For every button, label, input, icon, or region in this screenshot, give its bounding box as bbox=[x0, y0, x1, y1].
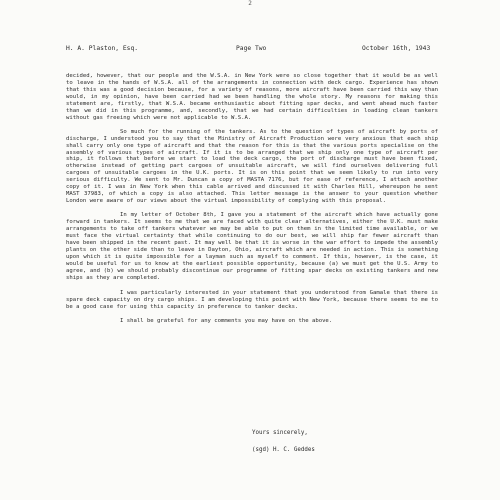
paragraph-5: I shall be grateful for any comments you may have on the above. bbox=[120, 317, 333, 324]
page-number: Page Two bbox=[236, 45, 267, 52]
paragraph-2: So much for the running of the tankers. As to the question of types of aircraft by ports of discharge, I understood you to say that the Ministry of Aircraft Production were very anxious that each ship shall carry only one type of aircraft and that the reason for this is that the various ports specialise on the assembly of various types of aircraft. If it is to be arranged that we ship only one type of aircraft per ship, it follows that before we start to load the deck cargo, the port of discharge must have been fixed, otherwise instead of getting part cargoes of unsuitable aircraft, we will find ourselves delivering full cargoes of unsuitable cargoes in the U.K. ports. It is on this point that we seem likely to run into very serious difficulty. We sent to Mr. Duncan a copy of MASTA 7176, but for ease of reference, I attach another copy of it. I was in New York when this cable arrived and discussed it with Charles Hill, whereupon he sent MAST 37983, of which a copy is also attached. This letter message is the answer to your question whether London were aware of our views about the virtual impossibility of complying with this proposal. bbox=[66, 128, 438, 205]
closing-salutation: Yours sincerely, bbox=[252, 430, 308, 436]
paragraph-3: In my letter of October 8th, I gave you a statement of the aircraft which have actually gone forward in tankers. It seems to me that we are faced with quite clear alternatives, either the U.K. must make arrangements to take off tankers whatever we may be able to put on them in the limited time available, or we must face the virtual certainty that while continuing to do our best, we will ship far fewer aircraft than have been shipped in the recent past. It may well be that it is worse in the war effort to impede the assembly plants on the other side than to leave in Dayton, Ohio, aircraft which are needed in action. This is something upon which it is quite impossible for a layman such as myself to comment. If this, however, is the case, it would be useful for us to know at the earliest possible opportunity, because (a) we must get the U.S. Army to agree, and (b) we should probably discontinue our programme of fitting spar decks on existing tankers and new ships as they are completed. bbox=[66, 212, 438, 281]
letter-body bbox=[66, 73, 438, 325]
paragraph-4: I was particularly interested in your statement that you understood from Gamale that there is spare deck capacity on dry cargo ships. I am developing this point with New York, because there seems to me to be a good case for using this capacity in preference to tanker decks. bbox=[66, 289, 438, 310]
paragraph-1: decided, however, that our people and the W.S.A. in New York were so close together that it would be as well to leave in the hands of W.S.A. all of the arrangements in connection with deck cargo. Experience has shown that this was a good decision because, for a variety of reasons, more aircraft have been carried this way than would, in my opinion, have been carried had we been handling the whole story. My reasons for making this statement are, firstly, that W.S.A. became enthusiastic about fitting spar decks, and went ahead much faster than we did in this programme, and, secondly, that we had certain difficulties in loading clean tankers without gas freeing which were not applicable to W.S.A. bbox=[66, 73, 438, 121]
page-top-mark: 2 bbox=[248, 0, 252, 7]
signature: (sgd) H. C. Geddes bbox=[252, 447, 315, 453]
letter-date: October 16th, 1943 bbox=[362, 45, 431, 52]
addressee: H. A. Plaston, Esq. bbox=[66, 45, 139, 52]
